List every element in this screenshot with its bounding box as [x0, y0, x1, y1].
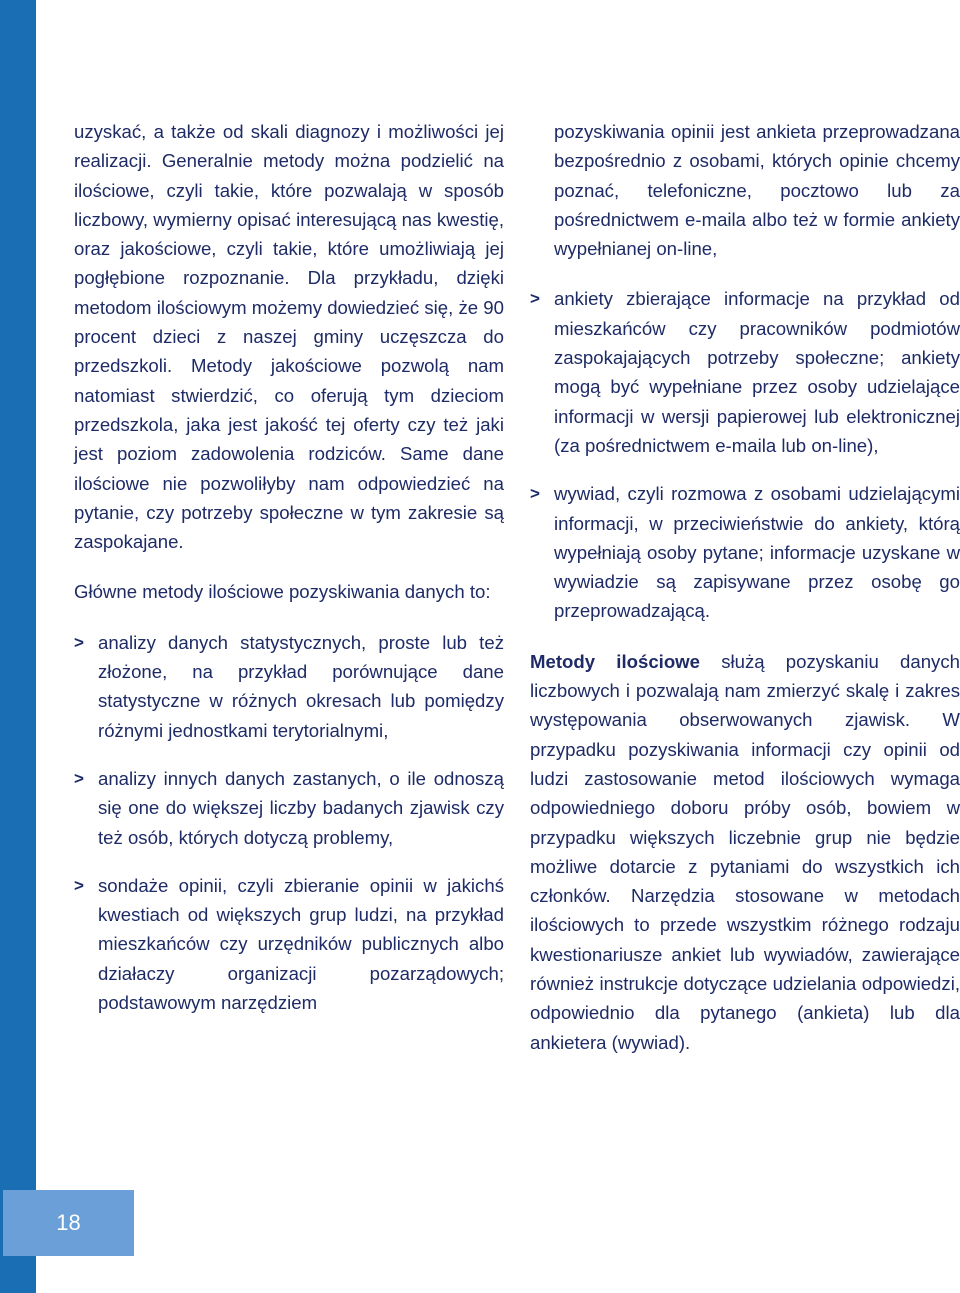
right-column	[530, 117, 960, 1057]
list-item-continuation: pozyskiwania opinii jest ankieta przeprowadzana bezpośrednio z osobami, których opinie chcemy poznać, telefoniczne, pocztowo lub za pośrednictwem e-maila albo też w formie ankiety wypełnianej on-line,	[554, 121, 960, 260]
chevron-right-icon: >	[530, 484, 540, 504]
intro-paragraph: uzyskać, a także od skali diagnozy i możliwości jej realizacji. Generalnie metody można podzielić na ilościowe, czyli takie, które pozwalają w sposób liczbowy, wymierny opisać interesującą nas kwestię, oraz jakościowe, czyli takie, które umożliwiają jej pogłębione rozpoznanie. Dla przykładu, dzięki metodom ilościowym możemy dowiedzieć się, że 90 procent dzieci z naszej gminy uczęszcza do przedszkoli. Metody jakościowe pozwolą nam natomiast stwierdzić, co oferują tym dzieciom przedszkola, jaka jest jakość tej oferty czy też jaki jest poziom zadowolenia rodziców. Same dane ilościowe nie pozwoliłyby nam odpowiedzieć na pytanie, czy potrzeby społeczne w tym zakresie są zaspokajane.	[74, 121, 504, 553]
page-number: 18	[56, 1210, 81, 1235]
page-number-box	[3, 1190, 134, 1256]
list-item: > analizy danych statystycznych, proste lub też złożone, na przykład porównujące dane statystyczne w różnych okresach lub pomiędzy różnymi jednostkami terytorialnymi,	[74, 628, 504, 745]
list-item: > wywiad, czyli rozmowa z osobami udzielającymi informacji, w przeciwieństwie do ankiety, którą wypełniają osoby pytane; informacje uzyskane w wywiadzie są zapisywane przez osobę go przeprowadzającą.	[530, 479, 960, 625]
chevron-right-icon: >	[74, 875, 84, 895]
methods-lead-paragraph: Główne metody ilościowe pozyskiwania danych to:	[74, 581, 491, 603]
survey-methods-list	[530, 284, 960, 625]
chevron-right-icon: >	[74, 632, 84, 652]
left-column	[74, 117, 504, 1017]
chevron-right-icon: >	[530, 289, 540, 309]
side-color-bar	[0, 0, 36, 1293]
chevron-right-icon: >	[74, 768, 84, 788]
list-item: > analizy innych danych zastanych, o ile odnoszą się one do większej liczby badanych zjawisk czy też osób, których dotyczą problemy,	[74, 764, 504, 852]
bold-term: Metody ilościowe	[530, 650, 700, 672]
quantitative-methods-paragraph: Metody ilościowe służą pozyskaniu danych liczbowych i pozwalają nam zmierzyć skalę i zakres występowania obserwowanych zjawisk. W przypadku pozyskiwania informacji czy opinii od ludzi zastosowanie metod ilościowych wymaga odpowiedniego doboru próby osób, bowiem w przypadku większych liczebnie grup nie będzie możliwe dotarcie z pytaniami do wszystkich ich członków. Narzędzia stosowane w metodach ilościowych to przede wszystkim różnego rodzaju kwestionariusze ankiet lub wywiadów, zawierające również instrukcje dotyczące udzielania odpowiedzi, odpowiednio dla pytanego (ankieta) lub dla ankietera (wywiad).	[530, 650, 960, 1053]
quantitative-methods-list	[74, 628, 504, 1018]
list-item: > sondaże opinii, czyli zbieranie opinii w jakichś kwestiach od większych grup ludzi, na przykład mieszkańców czy urzędników publicznych albo działaczy organizacji pozarządowych; podstawowym narzędziem	[74, 871, 504, 1017]
list-item: > ankiety zbierające informacje na przykład od mieszkańców czy pracowników podmiotów zaspokajających potrzeby społeczne; ankiety mogą być wypełniane przez osoby udzielające informacji w wersji papierowej lub elektronicznej (za pośrednictwem e-maila lub on-line),	[530, 284, 960, 460]
